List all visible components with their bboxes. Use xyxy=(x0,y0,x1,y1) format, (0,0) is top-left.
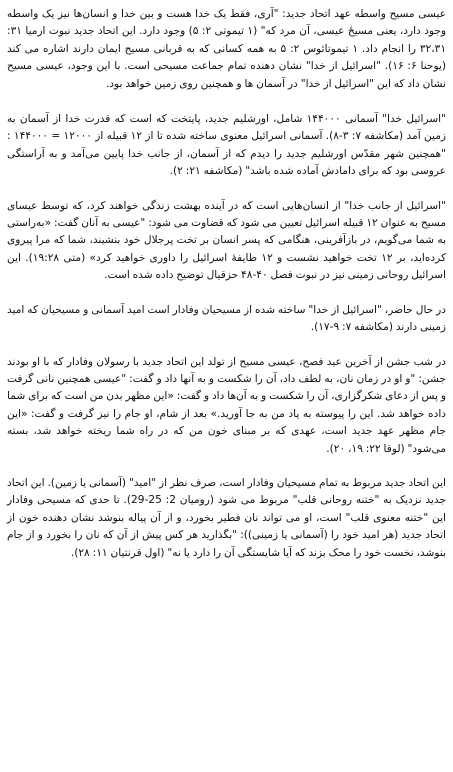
paragraph-circumcision: این اتحاد جدید مربوط به تمام مسیحیان وفادار است، صرف نظر از "امید" (آسمانی یا زمین). این اتحاد جدید نزدیک به "ختنه روحانی قلب" مربوط می شود (رومیان 2: 25-29). تا حدی که مسیحی وفادار این "ختنه معنوی قلب" است، او می تواند نان فطیر بخورد، و از آن پیاله بنوشد نشان دهنده خون از اتحاد جدید (هر امید خود را (آسمانی یا زمینی)): "بگذارید هر کس پیش از آن که نان را بخورد و از جام بنوشد، نخست خود را محک بزند که آیا شایستگی آن را دارد یا نه" (اول قرنتیان ۱۱: ۲۸). xyxy=(7,476,446,559)
paragraph-current-israel: در حال حاضر، "اسرائیل از خدا" ساخته شده از مسیحیان وفادار است امید آسمانی و مسیحیان که امید زمینی دارند (مکاشفه ۷: ۹-۱۷). xyxy=(7,303,446,334)
paragraph-mediator: عیسی مسیح واسطه عهد اتحاد جدید: "آری، فقط یک خدا هست و بین خدا و انسان‌ها نیز یک واسطه وجود دارد، یعنی مسیحٔ عیسی، آن مرد که" (۱ تیموتی ۲: ۵) وجود دارد. این اتحاد جدید نبوت ارمیا ۳۱: ۳۲،۳۱ را انجام داد. ۱ تیموتائوس ۲: ۵ به همه کسانی که به قربانی مسیح ایمان دارند اشاره می کند (یوحنا ۶: ۱۶). "اسرائیل از خدا" نشان دهنده تمام جماعت مسیحی است. با این وجود، عیسی مسیح نشان داد که این "اسرائیل از خدا" در آسمان ها و همچنین روی زمین خواهد بود. xyxy=(7,8,447,90)
paragraph-heavenly-israel: "اسرائیل خدا" آسمانی ۱۴۴۰۰۰ شامل، اورشلیم جدید، پایتخت که است که قدرت خدا از آسمان به زمین آمد (مکاشفه ۷: ۳-۸). آسمانی اسرائیل معنوی ساخته شده تا از ۱۲ قبیله از ۱۲۰۰۰ = ۱۴۴۰۰۰ : "همچنین شهر مقدّس اورشلیم جدید را دیدم که از آسمان، از جانب خدا پایین می‌آمد و به آراستگی عروسی بود که برای دامادش آماده شده باشد" (مکاشفه ۲۱: ۲). xyxy=(7,113,447,178)
paragraph-passover: در شب جشن از آخرین عید فصح، عیسی مسیح از تولد این اتحاد جدید با رسولان وفادار که با او بودند جشن: "و او در زمان نان، به لطف داد، آن را شکست و به آنها داد و گفت: "عیسی همچنین نانی گرفت و پس از دعای شکرگزاری، آن را شکست و به آن‌ها داد و گفت: «این مظهر بدن من است که برای شما داده خواهد شد. این را پیوسته به یاد من به جا آورید.» بعد از شام، او جام را نیز گرفت و گفت: «این جام مظهر عهد جدید است، عهدی که بر مبنای خون من که در راه شما ریخته خواهد شد، بسته می‌شود" (لوقا ۲۲: ۱۹، ۲۰). xyxy=(7,355,446,455)
paragraph-earthly-israel: "اسرائیل از جانب خدا" از انسان‌هایی است که در آینده بهشت زندگی خواهند کرد، که توسط عیسای مسیح به عنوان ۱۲ قبیله اسرائیل تعیین می شود که قضاوت می شود: "عیسی به آنان گفت: «به‌راستی به شما می‌گویم، در بازآفرینی، هنگامی که پسر انسان بر تخت پرجلال خود بنشیند، شما که مرا پیروی کرده‌اید، بر ۱۲ تخت خواهید نشست و ۱۲ طایفهٔ اسرائیل را داوری خواهید کرد» (متی ۱۹:۲۸). این اسرائیل روحانی زمینی نیز در نبوت فصل ۴۰-۴۸ حزقیال توضیح داده شده است. xyxy=(7,199,447,282)
